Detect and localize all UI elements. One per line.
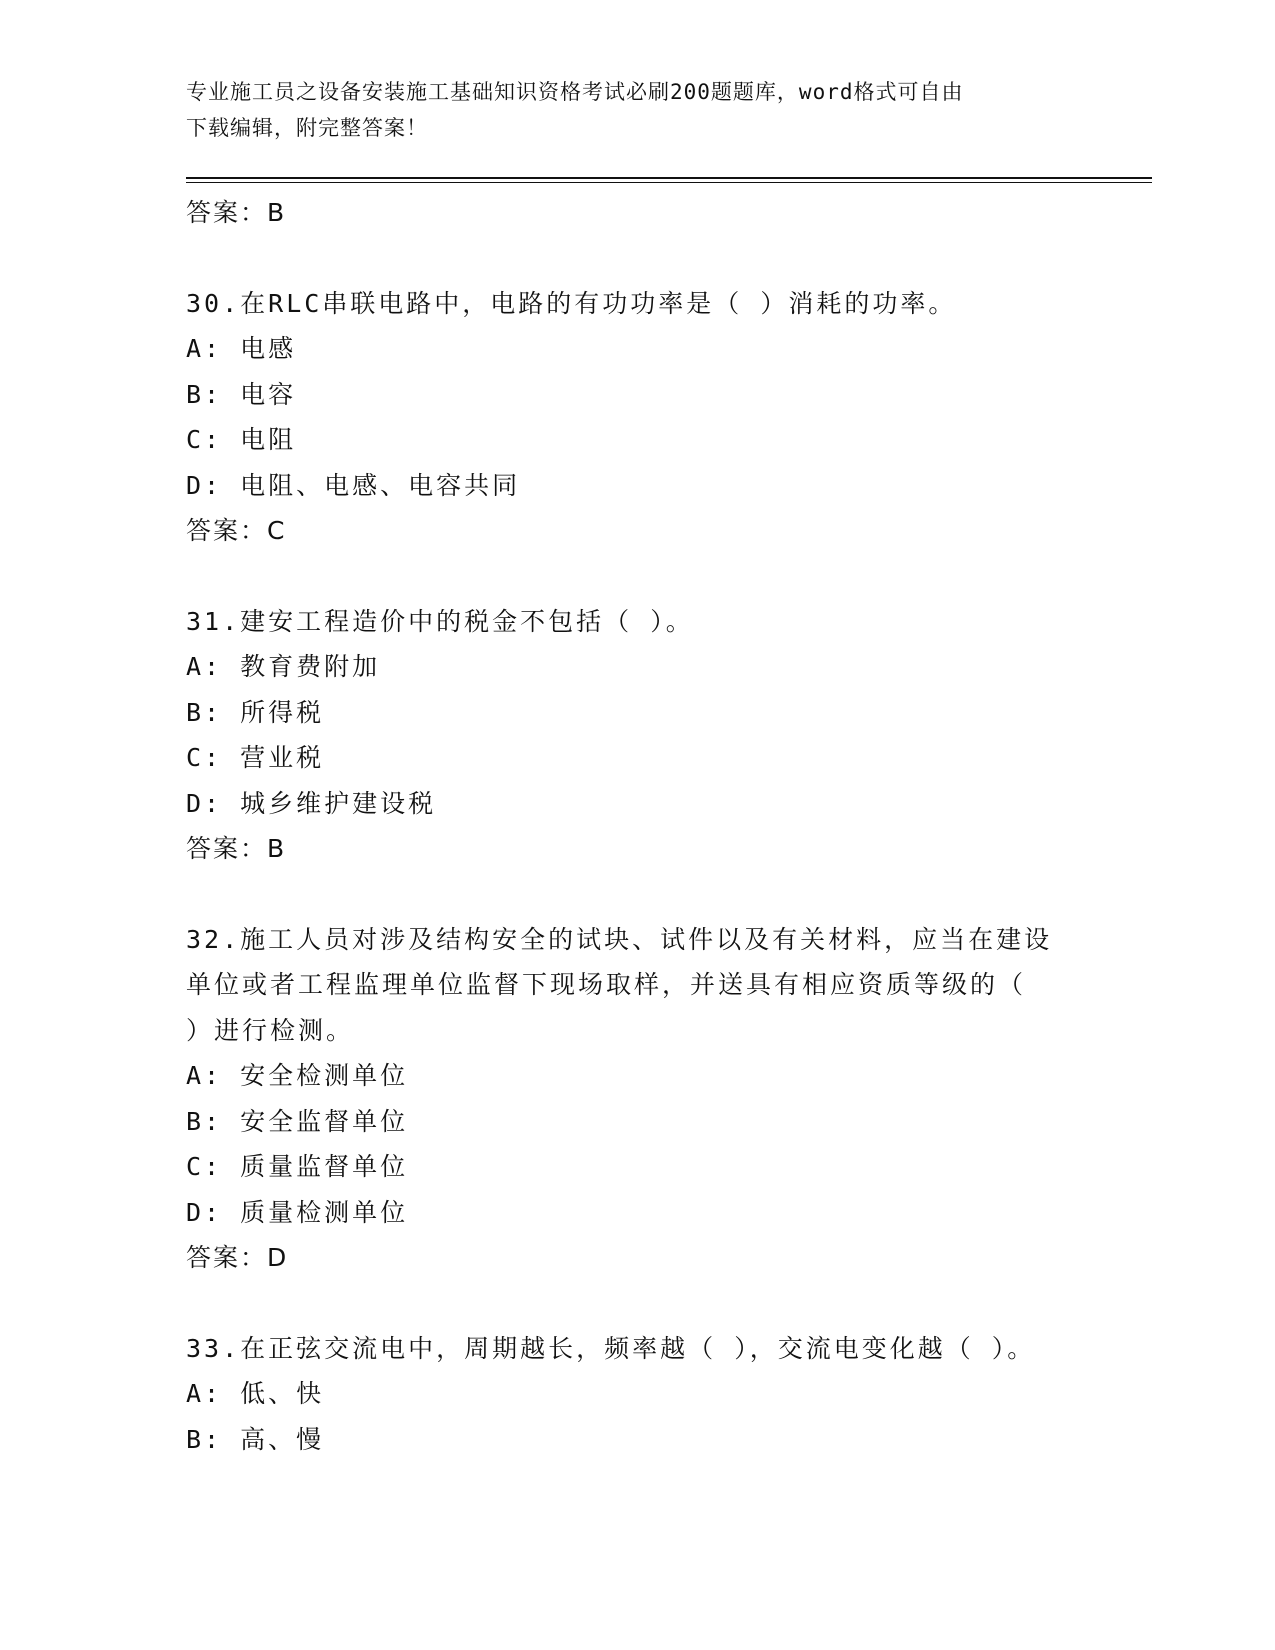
answer: 答案：D [186, 1243, 289, 1272]
question-list [186, 190, 1086, 1462]
header-line-1: 专业施工员之设备安装施工基础知识资格考试必刷200题题库，word格式可自由 [186, 80, 964, 104]
question-30 [186, 281, 1086, 554]
option-d: D: 电阻、电感、电容共同 [186, 470, 521, 500]
header-divider-thin [186, 182, 1152, 183]
question-33 [186, 1326, 1086, 1463]
question-31 [186, 599, 1086, 872]
answer: 答案：B [186, 834, 287, 863]
option-c: C: 营业税 [186, 743, 325, 772]
option-d: D: 城乡维护建设税 [186, 788, 437, 818]
question-stem-line-2: 单位或者工程监理单位监督下现场取样，并送具有相应资质等级的（ [186, 970, 1027, 999]
question-stem: 30.在RLC串联电路中，电路的有功功率是（ ）消耗的功率。 [186, 288, 957, 318]
question-stem: 31.建安工程造价中的税金不包括（ ）。 [186, 606, 694, 636]
option-a: A: 低、快 [186, 1379, 325, 1408]
header-divider [186, 177, 1152, 179]
question-stem-line-1: 32.施工人员对涉及结构安全的试块、试件以及有关材料，应当在建设 [186, 924, 1053, 954]
option-a: A: 安全检测单位 [186, 1061, 409, 1090]
answer: 答案：C [186, 516, 287, 545]
option-a: A: 教育费附加 [186, 652, 381, 681]
document-header [186, 74, 1086, 146]
question-stem-line-3: ）进行检测。 [186, 1015, 355, 1045]
question-stem: 33.在正弦交流电中，周期越长，频率越（ ），交流电变化越（ ）。 [186, 1333, 1036, 1363]
question-32 [186, 917, 1086, 1281]
header-line-2: 下载编辑，附完整答案！ [186, 116, 428, 140]
option-b: B: 电容 [186, 379, 297, 409]
option-d: D: 质量检测单位 [186, 1197, 409, 1227]
option-b: B: 安全监督单位 [186, 1106, 409, 1136]
option-a: A: 电感 [186, 334, 297, 363]
option-b: B: 高、慢 [186, 1424, 325, 1454]
option-c: C: 质量监督单位 [186, 1152, 409, 1181]
previous-answer: 答案：B [186, 198, 287, 227]
option-b: B: 所得税 [186, 697, 325, 727]
option-c: C: 电阻 [186, 425, 297, 454]
